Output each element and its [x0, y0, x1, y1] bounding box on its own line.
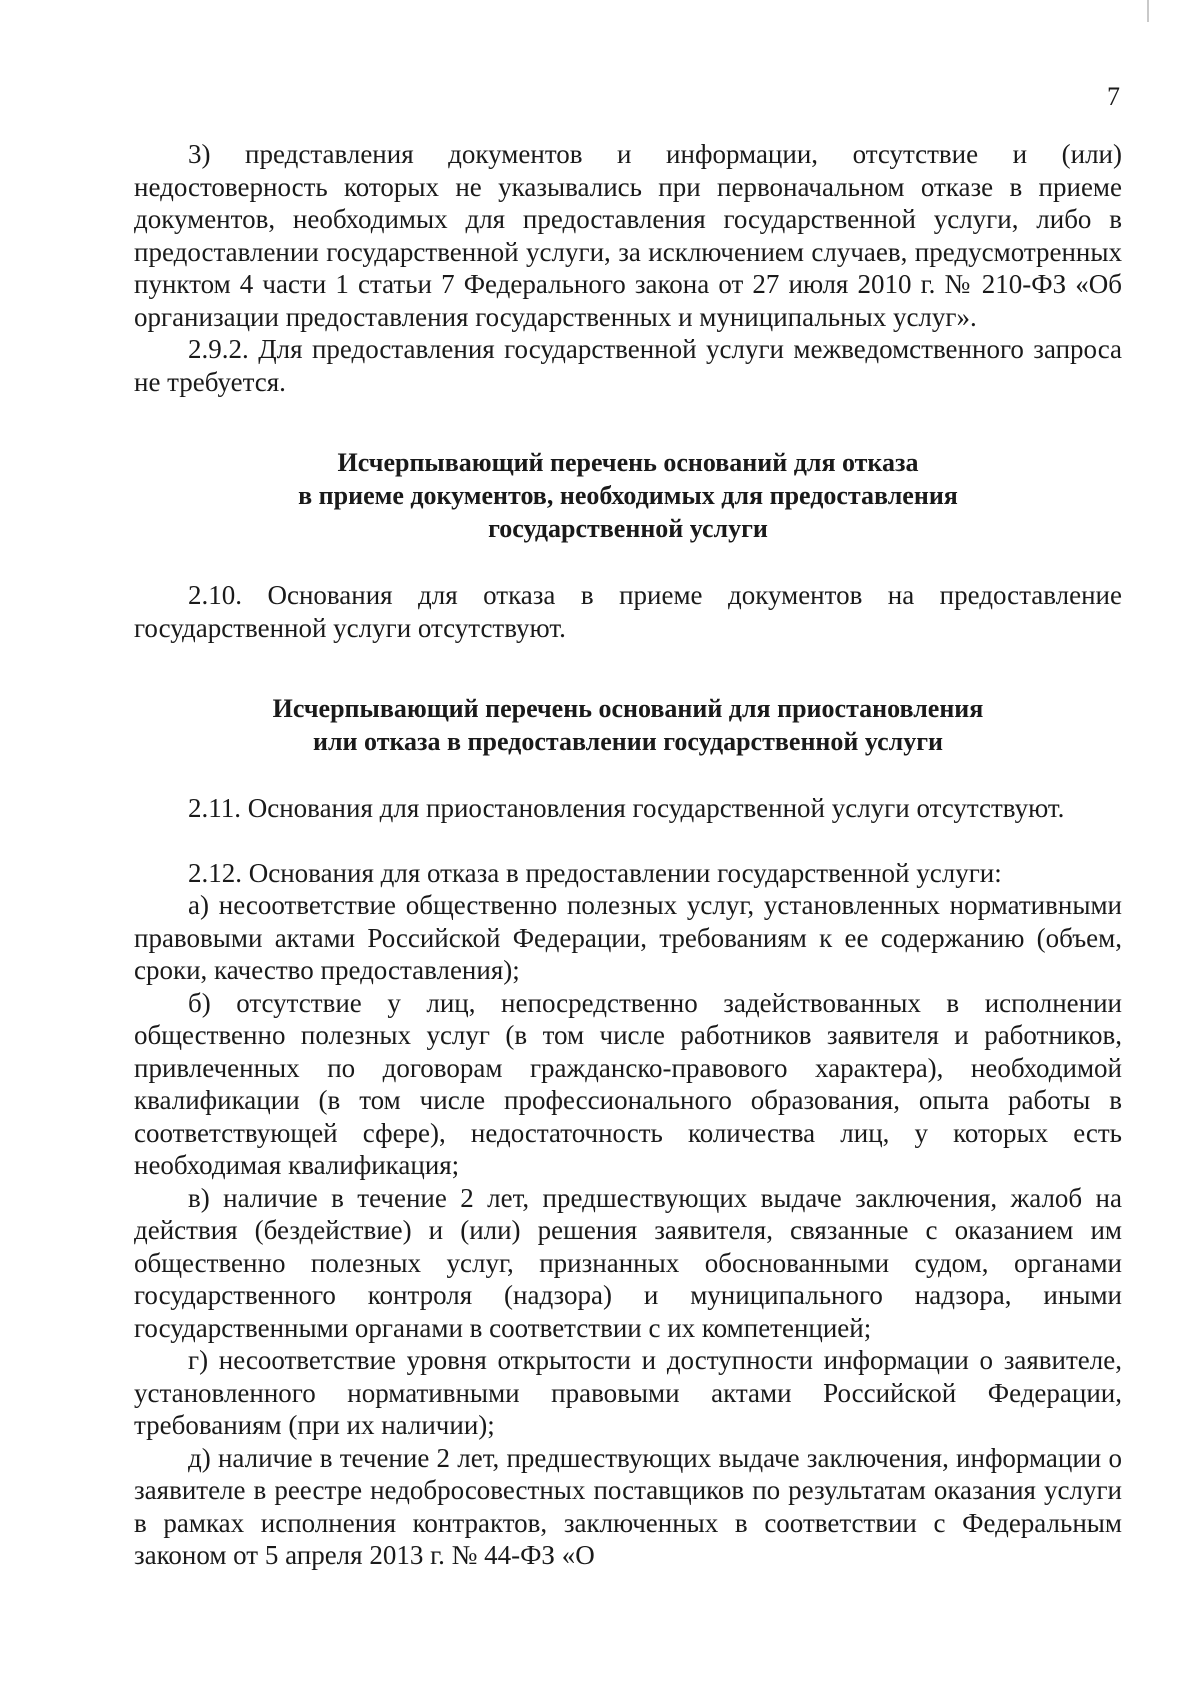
heading-line: или отказа в предоставлении государственной услуги — [312, 727, 944, 756]
heading-line: в приеме документов, необходимых для предоставления — [298, 481, 958, 510]
heading-line: Исчерпывающий перечень оснований для приостановления — [272, 694, 984, 723]
section-heading-suspension-refusal — [134, 692, 1122, 758]
heading-line: Исчерпывающий перечень оснований для отказа — [337, 448, 919, 477]
list-item-b: б) отсутствие у лиц, непосредственно задействованных в исполнении общественно полезных услуг (в том числе работников заявителя и работников, привлеченных по договорам гражданско-правового характера), необходимой квалификации (в том числе профессионального образования, опыта работы в соответствующей сфере), недостаточность количества лиц, у которых есть необходимая квалификация; — [134, 987, 1122, 1180]
list-item-g: г) несоответствие уровня открытости и доступности информации о заявителе, установленного нормативными правовыми актами Российской Федерации, требованиям (при их наличии); — [134, 1345, 1122, 1440]
list-item-v: в) наличие в течение 2 лет, предшествующих выдаче заключения, жалоб на действия (бездействие) и (или) решения заявителя, связанные с оказанием им общественно полезных услуг, признанных обоснованными судом, органами государственного контроля (надзора) и муниципального надзора, иными государственными органами в соответствии с их компетенцией; — [134, 1182, 1122, 1343]
paragraph-2-11: 2.11. Основания для приостановления государственной услуги отсутствуют. — [188, 793, 1065, 823]
page-number: 7 — [1107, 82, 1120, 111]
list-item-a: а) несоответствие общественно полезных услуг, установленных нормативными правовыми актами Российской Федерации, требованиям к ее содержанию (объем, сроки, качество предоставления); — [134, 890, 1122, 985]
section-heading-refusal-acceptance — [134, 446, 1122, 545]
paragraph-item-3: 3) представления документов и информации, отсутствие и (или) недостоверность которых не указывались при первоначальном отказе в приеме документов, необходимых для предоставления государственной услуги, либо в предоставлении государственной услуги, за исключением случаев, предусмотренных пунктом 4 части 1 статьи 7 Федерального закона от 27 июля 2010 г. № 210-ФЗ «Об организации предоставления государственных и муниципальных услуг». — [134, 139, 1122, 332]
document-body — [134, 138, 1122, 1572]
list-item-d: д) наличие в течение 2 лет, предшествующих выдаче заключения, информации о заявителе в реестре недобросовестных поставщиков по результатам оказания услуги в рамках исполнения контрактов, заключенных в соответствии с Федеральным законом от 5 апреля 2013 г. № 44-ФЗ «О — [134, 1442, 1122, 1570]
paragraph-2-10: 2.10. Основания для отказа в приеме документов на предоставление государственной услуги отсутствуют. — [134, 580, 1122, 643]
paragraph-2-9-2: 2.9.2. Для предоставления государственной услуги межведомственного запроса не требуется. — [134, 334, 1122, 397]
scan-edge-mark — [1147, 0, 1149, 22]
heading-line: государственной услуги — [488, 514, 768, 543]
paragraph-2-12: 2.12. Основания для отказа в предоставлении государственной услуги: — [188, 857, 1002, 888]
